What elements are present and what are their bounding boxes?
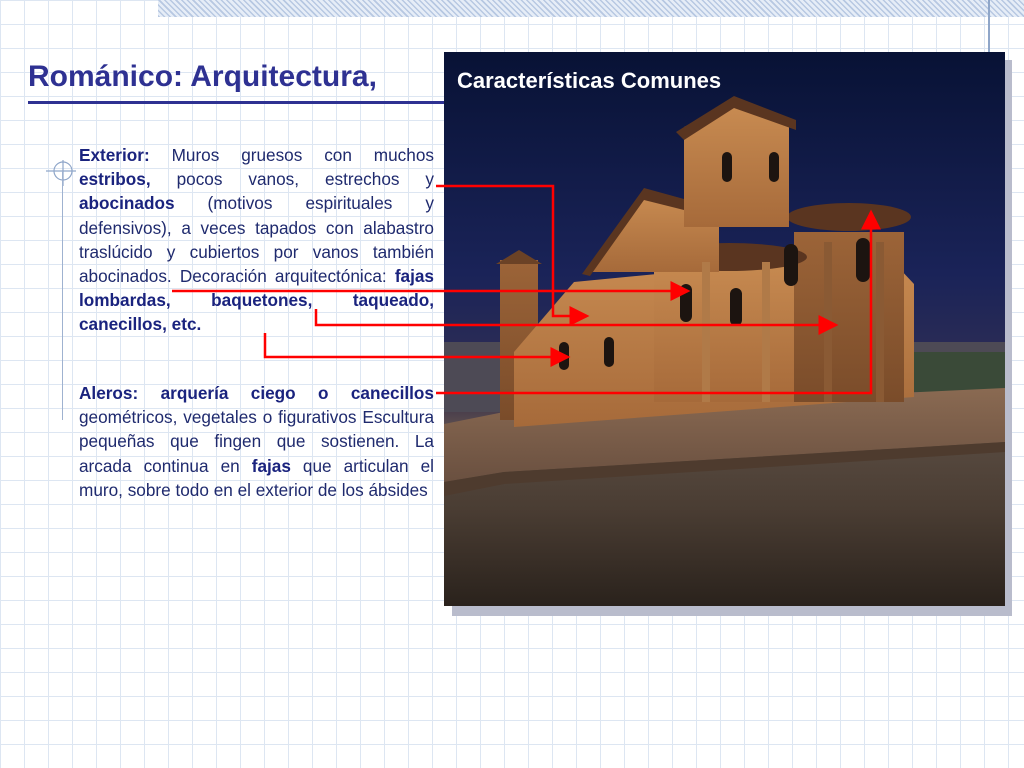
exterior-bold-estribos: estribos, bbox=[79, 169, 151, 190]
aleros-bold-fajas: fajas bbox=[251, 455, 291, 476]
crosshair-circle-icon bbox=[46, 156, 76, 186]
title-underline bbox=[28, 101, 446, 104]
exterior-label: Exterior: bbox=[79, 145, 150, 165]
exterior-bold-abocinados: abocinados bbox=[79, 193, 175, 214]
header-hatch-band bbox=[158, 0, 1024, 17]
slide-subtitle: Características Comunes bbox=[457, 68, 722, 93]
exterior-text-2: pocos vanos, estrechos y bbox=[150, 169, 434, 190]
exterior-bold-decoracion: fajas lombardas, baquetones, taqueado, canecillos, etc. bbox=[79, 266, 434, 335]
church-illustration bbox=[444, 52, 1005, 606]
aleros-text-1: geométricos, vegetales o figurativos Escultura pequeñas que fingen que sostienen. La arcada continua en bbox=[79, 407, 434, 476]
church-photo bbox=[444, 52, 1005, 606]
bullet-vertical-rule bbox=[62, 170, 63, 420]
slide-title-wrap bbox=[28, 60, 458, 102]
aleros-bold-title: Aleros: arquería ciego o canecillos bbox=[79, 383, 434, 403]
aleros-paragraph bbox=[79, 381, 434, 502]
header-vertical-rule bbox=[988, 0, 990, 52]
aleros-text-2: que articulan el muro, sobre todo en el exterior de los ábsides bbox=[79, 455, 434, 500]
exterior-text-3: (motivos espirituales y defensivos), a veces tapados con alabastro traslúcido y cubiertos por vanos también abocinados. Decoración arquitectónica: bbox=[79, 193, 434, 287]
exterior-paragraph bbox=[79, 143, 434, 337]
exterior-text-1: Muros gruesos con muchos bbox=[149, 145, 434, 165]
slide-title: Románico: Arquitectura, bbox=[28, 60, 377, 93]
